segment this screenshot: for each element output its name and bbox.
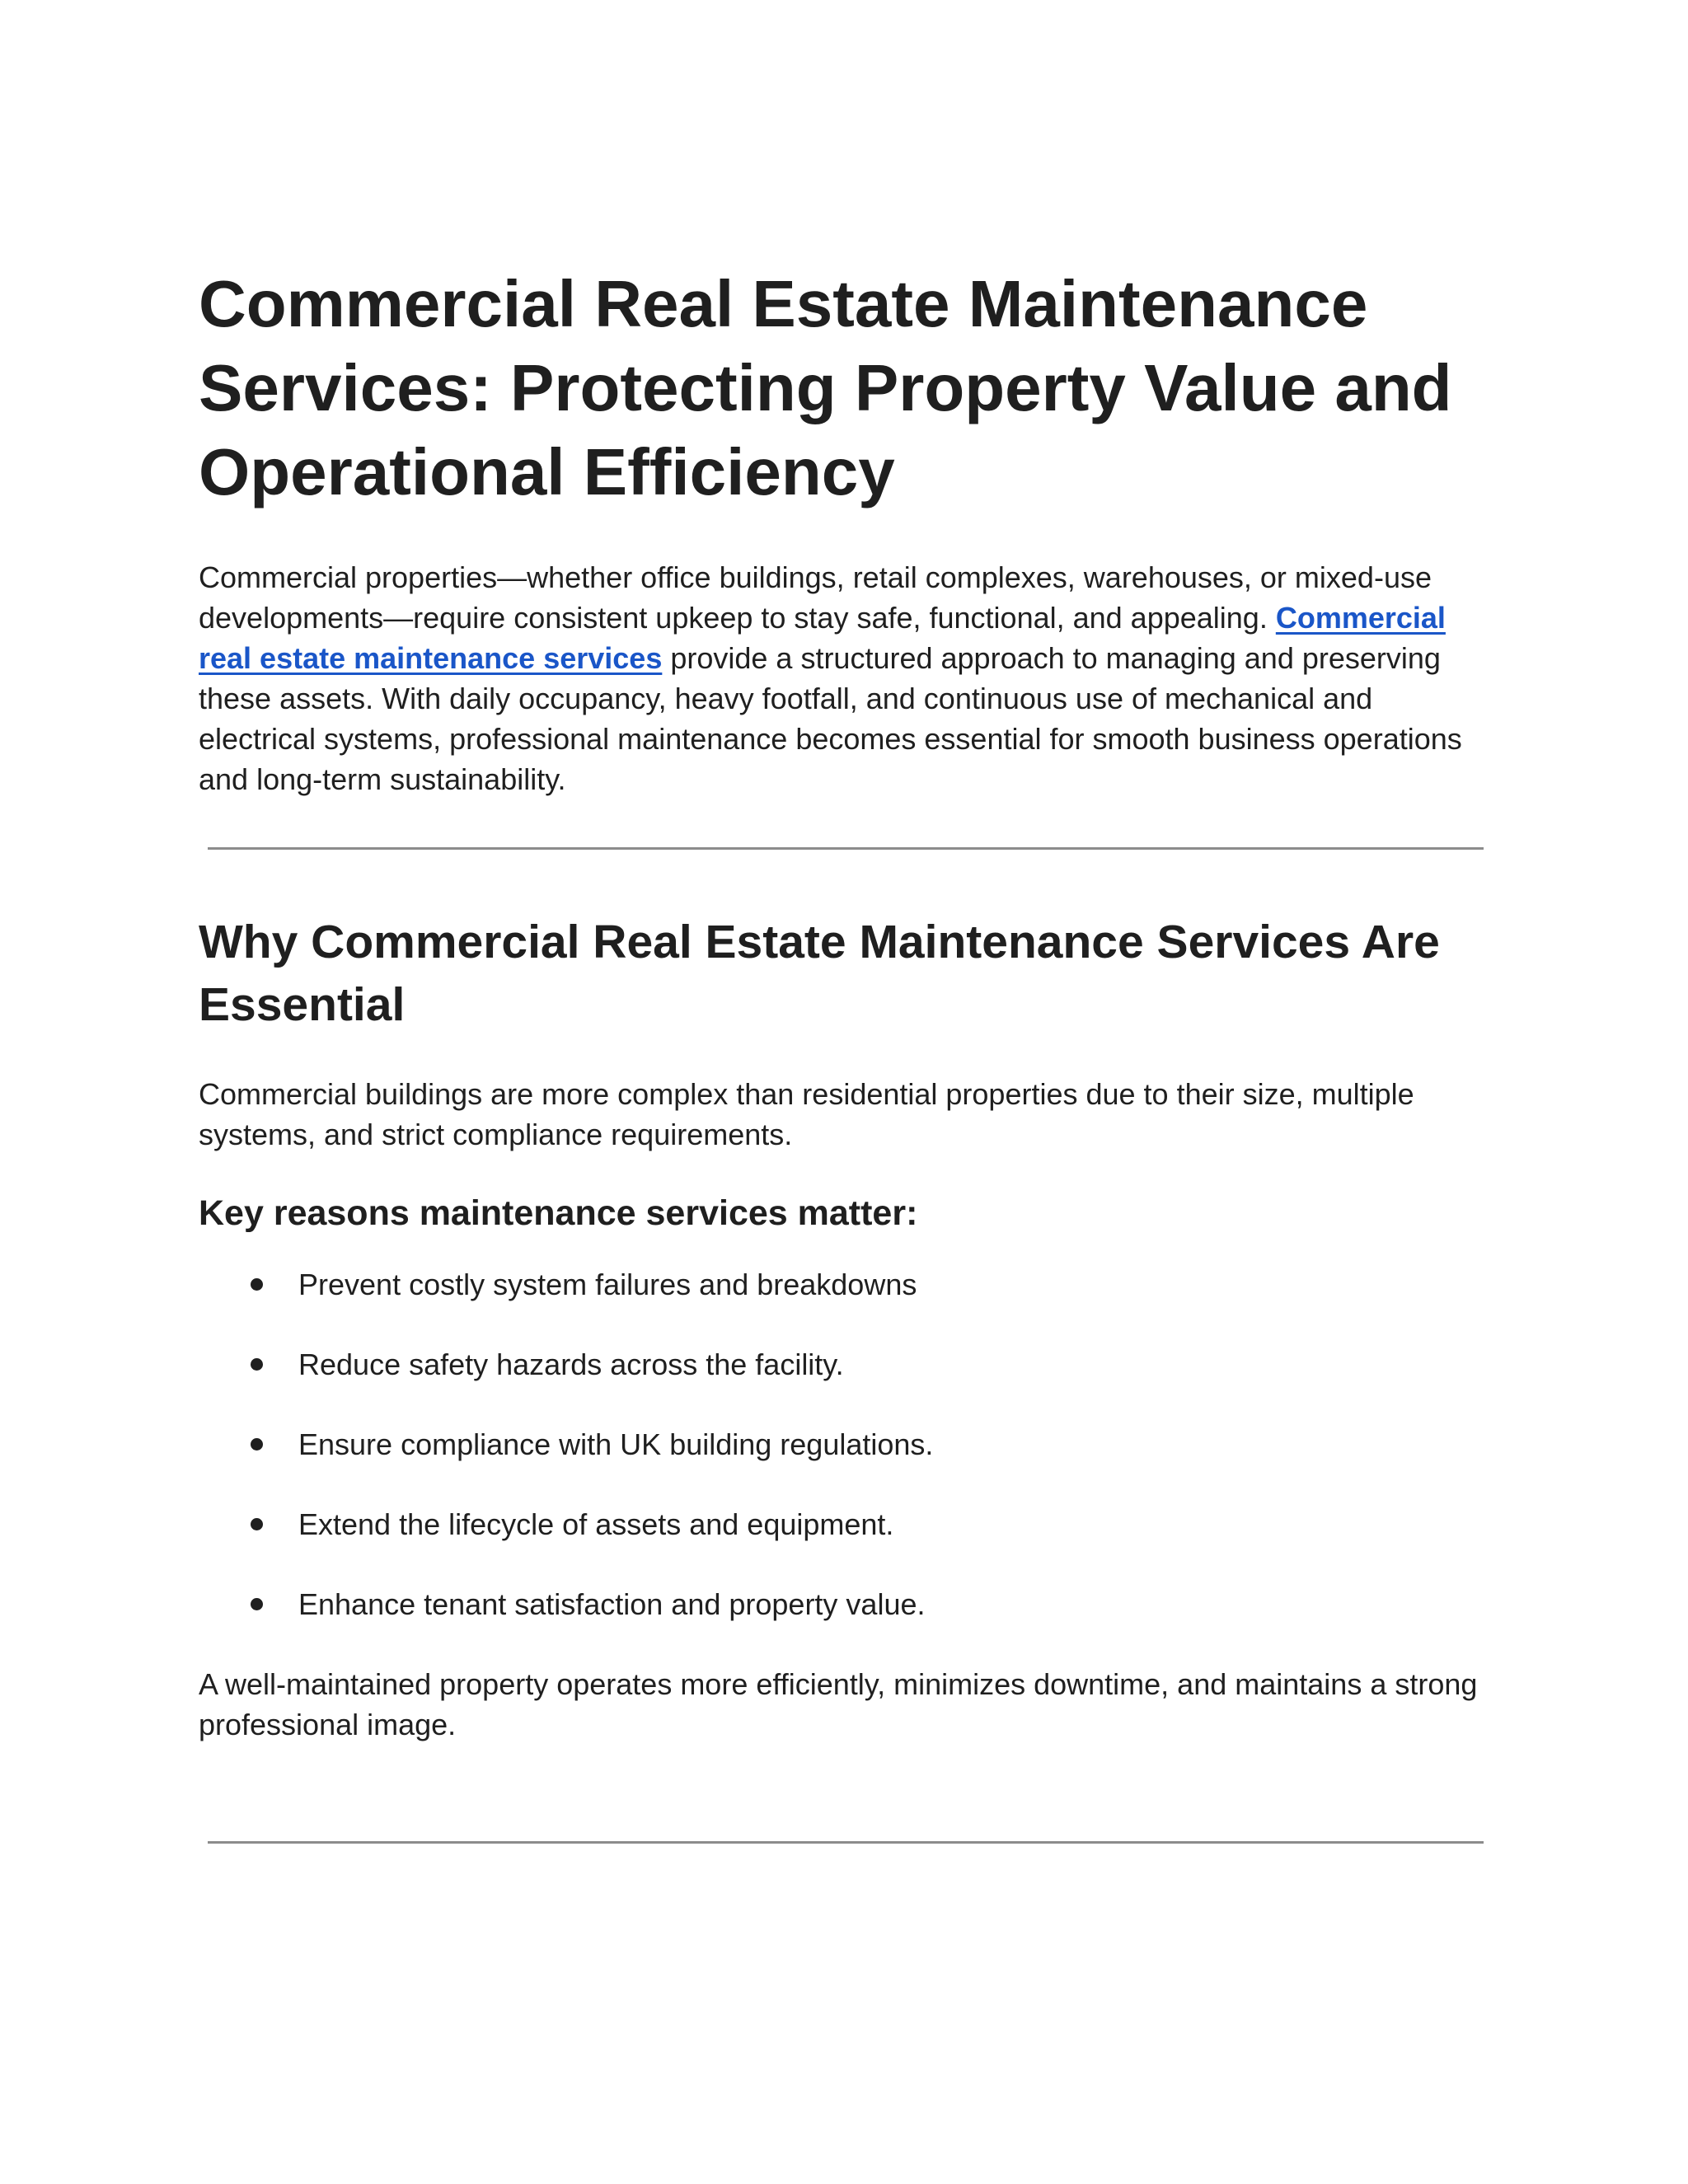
list-item-text: Extend the lifecycle of assets and equipment.	[298, 1507, 894, 1541]
why-essential-section	[199, 911, 1484, 1745]
bullet-icon	[251, 1438, 263, 1451]
bullet-icon	[251, 1358, 263, 1371]
list-item-text: Reduce safety hazards across the facility.	[298, 1347, 844, 1381]
document-header	[199, 262, 1484, 799]
section-intro-paragraph: Commercial buildings are more complex than residential properties due to their size, multiple systems, and strict compliance requirements.	[199, 1077, 1414, 1151]
list-item	[199, 1424, 1484, 1465]
horizontal-divider	[208, 847, 1484, 850]
bullet-icon	[251, 1278, 263, 1291]
bullet-icon	[251, 1518, 263, 1530]
horizontal-divider	[208, 1841, 1484, 1844]
list-item-text: Prevent costly system failures and breakdowns	[298, 1268, 917, 1301]
closing-paragraph: A well-maintained property operates more efficiently, minimizes downtime, and maintains a strong professional image.	[199, 1667, 1478, 1741]
intro-text-before-link: Commercial properties—whether office buildings, retail complexes, warehouses, or mixed-use developments—require consistent upkeep to stay safe, functional, and appealing.	[199, 560, 1432, 635]
intro-paragraph	[199, 557, 1484, 799]
list-item-text: Enhance tenant satisfaction and property value.	[298, 1587, 926, 1621]
list-item-text: Ensure compliance with UK building regulations.	[298, 1427, 934, 1461]
intro-text-after-link: provide a structured approach to managing and preserving these assets. With daily occupancy, heavy footfall, and continuous use of mechanical and electrical systems, professional maintenance becomes essential for smooth business operations and long-term sustainability.	[199, 641, 1462, 796]
list-item	[199, 1504, 1484, 1544]
key-reasons-list	[199, 1264, 1484, 1624]
maintenance-services-link[interactable]: Commercial real estate maintenance services	[199, 601, 1446, 675]
bullet-icon	[251, 1598, 263, 1610]
key-reasons-subheading: Key reasons maintenance services matter:	[199, 1193, 918, 1233]
list-item	[199, 1344, 1484, 1385]
page-title: Commercial Real Estate Maintenance Services: Protecting Property Value and Operational Efficiency	[199, 267, 1452, 509]
section-heading: Why Commercial Real Estate Maintenance Services Are Essential	[199, 916, 1440, 1031]
list-item	[199, 1264, 1484, 1305]
list-item	[199, 1584, 1484, 1624]
